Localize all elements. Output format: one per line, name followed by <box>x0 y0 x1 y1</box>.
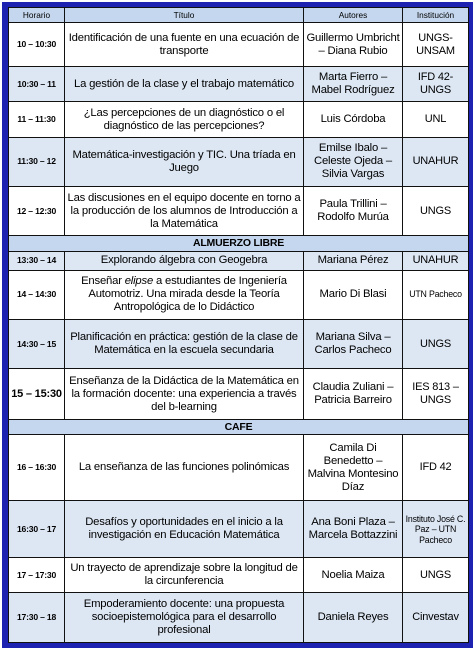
row-title: ¿Las percepciones de un diagnóstico o el diagnóstico de las percepciones? <box>65 102 304 137</box>
row-institution: IES 813 – UNGS <box>403 369 469 420</box>
row-time: 17:30 – 18 <box>9 593 65 643</box>
row-time: 10:30 – 11 <box>9 67 65 102</box>
row-title: Identificación de una fuente en una ecuación de transporte <box>65 23 304 67</box>
table-row <box>9 23 469 67</box>
row-authors: Luis Córdoba <box>304 102 403 137</box>
table-row <box>9 435 469 501</box>
row-institution: UNGS-UNSAM <box>403 23 469 67</box>
row-institution: UNGS <box>403 319 469 368</box>
row-time: 12 – 12:30 <box>9 187 65 236</box>
row-institution: IFD 42 <box>403 435 469 501</box>
header-authors: Autores <box>304 8 403 23</box>
row-time: 16 – 16:30 <box>9 435 65 501</box>
row-time: 11 – 11:30 <box>9 102 65 137</box>
row-authors: Paula Trillini – Rodolfo Murúa <box>304 187 403 236</box>
row-title: Empoderamiento docente: una propuesta socioepistemológica para el desarrollo profesional <box>65 593 304 643</box>
row-authors: Ana Boni Plaza – Marcela Bottazzini <box>304 501 403 558</box>
table-row <box>9 369 469 420</box>
row-authors: Daniela Reyes <box>304 593 403 643</box>
title-emphasis: elipse <box>124 275 154 288</box>
coffee-break-label: CAFE <box>9 419 469 434</box>
header-time: Horario <box>9 8 65 23</box>
row-institution: IFD 42-UNGS <box>403 67 469 102</box>
header-institution: Institución <box>403 8 469 23</box>
row-time: 10 – 10:30 <box>9 23 65 67</box>
row-institution: UNAHUR <box>403 137 469 186</box>
header-title: Título <box>65 8 304 23</box>
row-institution: Instituto José C. Paz – UTN Pacheco <box>403 501 469 558</box>
row-time: 16:30 – 17 <box>9 501 65 558</box>
row-title <box>65 270 304 319</box>
row-title: Planificación en práctica: gestión de la clase de Matemática en la escuela secundaria <box>65 319 304 368</box>
row-title: Desafíos y oportunidades en el inicio a la investigación en Educación Matemática <box>65 501 304 558</box>
table-row <box>9 102 469 137</box>
row-time: 17 – 17:30 <box>9 558 65 593</box>
row-title: Enseñanza de la Didáctica de la Matemática en la formación docente: una experiencia a través del b-learning <box>65 369 304 420</box>
row-authors: Marta Fierro – Mabel Rodríguez <box>304 67 403 102</box>
row-time: 14 – 14:30 <box>9 270 65 319</box>
row-title: Las discusiones en el equipo docente en torno a la producción de los alumnos de Introducción a la Matemática <box>65 187 304 236</box>
row-authors: Camila Di Benedetto – Malvina Montesino Díaz <box>304 435 403 501</box>
lunch-break-label: ALMUERZO LIBRE <box>9 236 469 251</box>
row-title: Un trayecto de aprendizaje sobre la longitud de la circunferencia <box>65 558 304 593</box>
row-title: Explorando álgebra con Geogebra <box>65 251 304 270</box>
table-row <box>9 187 469 236</box>
table-row <box>9 319 469 368</box>
row-time: 14:30 – 15 <box>9 319 65 368</box>
lunch-break-row <box>9 236 469 251</box>
title-part: Enseñar <box>81 275 125 288</box>
table-row <box>9 593 469 643</box>
row-institution: UNGS <box>403 187 469 236</box>
table-row <box>9 67 469 102</box>
table-row <box>9 558 469 593</box>
row-authors: Emilse Ibalo – Celeste Ojeda – Silvia Vargas <box>304 137 403 186</box>
row-institution: UNAHUR <box>403 251 469 270</box>
table-row <box>9 501 469 558</box>
row-title: La gestión de la clase y el trabajo matemático <box>65 67 304 102</box>
row-time: 15 – 15:30 <box>9 369 65 420</box>
row-institution: Cinvestav <box>403 593 469 643</box>
row-institution: UNL <box>403 102 469 137</box>
header-row <box>9 8 469 23</box>
row-authors: Mariana Silva – Carlos Pacheco <box>304 319 403 368</box>
table-row <box>9 270 469 319</box>
schedule-table <box>8 7 469 643</box>
coffee-break-row <box>9 419 469 434</box>
table-row <box>9 137 469 186</box>
row-institution: UNGS <box>403 558 469 593</box>
row-authors: Claudia Zuliani – Patricia Barreiro <box>304 369 403 420</box>
row-authors: Guillermo Umbricht – Diana Rubio <box>304 23 403 67</box>
schedule-frame <box>2 2 473 648</box>
row-authors: Mario Di Blasi <box>304 270 403 319</box>
row-time: 11:30 – 12 <box>9 137 65 186</box>
row-institution: UTN Pacheco <box>403 270 469 319</box>
row-title: Matemática-investigación y TIC. Una tríada en Juego <box>65 137 304 186</box>
title-part: a estudiantes de Ingeniería Automotriz. Una mirada desde la Teoría Antropológica de lo Didáctico <box>88 275 287 314</box>
table-row <box>9 251 469 270</box>
row-authors: Mariana Pérez <box>304 251 403 270</box>
row-authors: Noelia Maiza <box>304 558 403 593</box>
row-time: 13:30 – 14 <box>9 251 65 270</box>
row-title: La enseñanza de las funciones polinómicas <box>65 435 304 501</box>
